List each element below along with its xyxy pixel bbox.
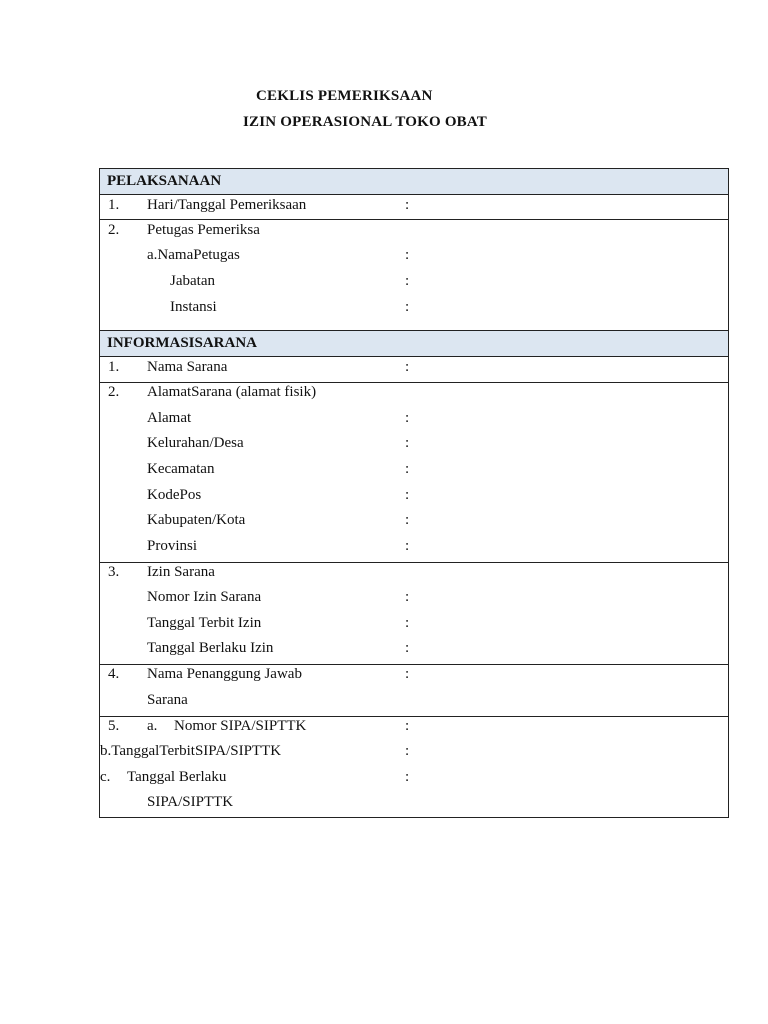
field-label-kecamatan: Kecamatan (147, 461, 215, 477)
field-colon: : (405, 589, 410, 605)
document-title-line2: IZIN OPERASIONAL TOKO OBAT (243, 114, 488, 130)
field-label-izin-sarana: Izin Sarana (147, 564, 215, 580)
field-colon: : (405, 461, 410, 477)
item-number: 4. (108, 666, 120, 682)
item-number: 1. (108, 197, 120, 213)
field-label-petugas-pemeriksa: Petugas Pemeriksa (147, 222, 260, 238)
field-colon: : (405, 538, 410, 554)
field-colon: : (405, 359, 410, 375)
field-colon: : (405, 512, 410, 528)
item-number: 2. (108, 222, 120, 238)
field-label-tanggal-terbit-izin: Tanggal Terbit Izin (147, 615, 262, 631)
field-colon: : (405, 640, 410, 656)
item-number: 1. (108, 359, 120, 375)
field-colon: : (405, 718, 410, 734)
section-header-label: PELAKSANAAN (107, 173, 222, 189)
field-label-tanggal-berlaku-izin: Tanggal Berlaku Izin (147, 640, 274, 656)
field-colon: : (405, 435, 410, 451)
field-label-alamat-sarana: AlamatSarana (alamat fisik) (147, 384, 317, 400)
field-label-provinsi: Provinsi (147, 538, 198, 554)
section-header-pelaksanaan (100, 169, 728, 195)
field-colon: : (405, 247, 410, 263)
field-label-kode-pos: KodePos (147, 487, 202, 503)
field-colon: : (405, 487, 410, 503)
item-number: 2. (108, 384, 120, 400)
field-colon: : (405, 666, 410, 682)
field-colon: : (405, 615, 410, 631)
field-label-continuation: SIPA/SIPTTK (147, 794, 234, 810)
field-label-nama-penanggung-jawab: Nama Penanggung Jawab (147, 666, 302, 682)
field-colon: : (405, 197, 410, 213)
field-label-continuation: Sarana (147, 692, 188, 708)
field-label-nomor-izin-sarana: Nomor Izin Sarana (147, 589, 262, 605)
field-label-kabupaten-kota: Kabupaten/Kota (147, 512, 246, 528)
field-label-alamat: Alamat (147, 410, 192, 426)
field-label-nama-sarana: Nama Sarana (147, 359, 228, 375)
field-colon: : (405, 273, 410, 289)
field-label-kelurahan-desa: Kelurahan/Desa (147, 435, 244, 451)
document-title-line1: CEKLIS PEMERIKSAAN (256, 88, 433, 104)
checklist-form-table (99, 168, 729, 818)
field-label-instansi: Instansi (170, 299, 217, 315)
section-header-informasi-sarana (100, 331, 728, 357)
section-header-label: INFORMASISARANA (107, 335, 258, 351)
subitem-letter: a. (147, 718, 158, 734)
item-number: 3. (108, 564, 120, 580)
field-colon: : (405, 299, 410, 315)
row-divider (100, 219, 728, 220)
field-label-jabatan: Jabatan (170, 273, 215, 289)
field-label-tanggal-berlaku: Tanggal Berlaku (127, 769, 227, 785)
field-label-tanggal-terbit-sipa: b.TanggalTerbitSIPA/SIPTTK (100, 743, 282, 759)
item-number: 5. (108, 718, 120, 734)
field-label-nama-petugas: a.NamaPetugas (147, 247, 240, 263)
field-colon: : (405, 410, 410, 426)
subitem-letter: c. (100, 769, 111, 785)
field-label-hari-tanggal: Hari/Tanggal Pemeriksaan (147, 197, 307, 213)
field-colon: : (405, 769, 410, 785)
field-label-nomor-sipa: Nomor SIPA/SIPTTK (174, 718, 307, 734)
field-colon: : (405, 743, 410, 759)
